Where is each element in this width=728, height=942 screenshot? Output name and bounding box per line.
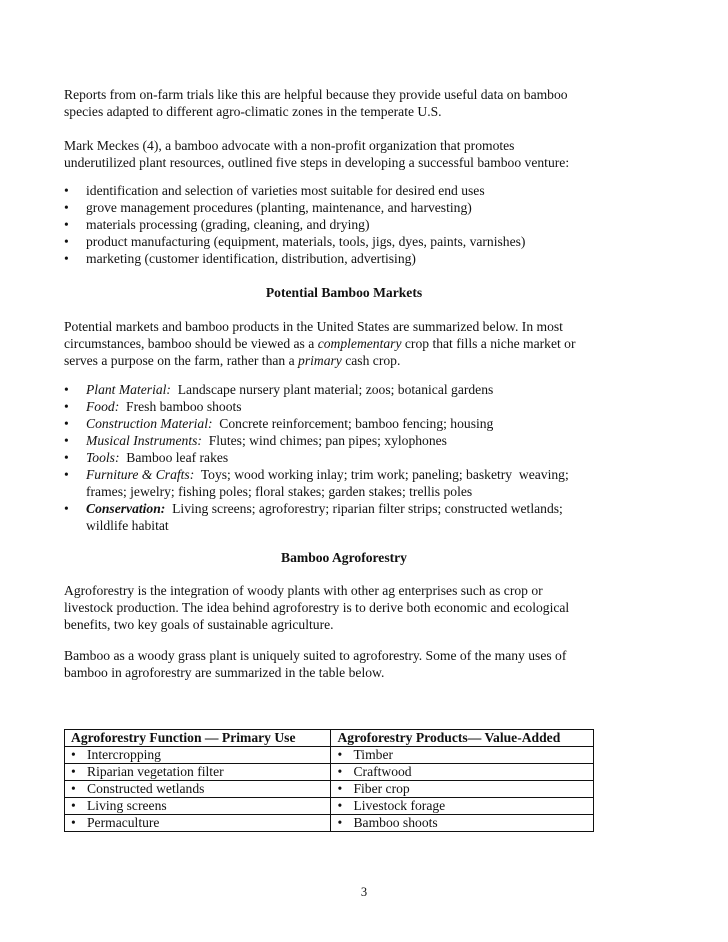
table-header-row	[65, 730, 594, 747]
bullet-icon: •	[71, 798, 76, 813]
table-row	[65, 815, 594, 832]
intro-line: species adapted to different agro-climatic zones in the temperate U.S.	[64, 104, 442, 119]
bullet-icon: •	[337, 815, 343, 830]
agroforestry-paragraph: Agroforestry is the integration of woody plants with other ag enterprises such as crop or livestock production. The idea behind agroforestry is to derive both economic and ecological benefits, two key goals of sustainable agriculture.	[64, 583, 570, 632]
bullet-icon: •	[71, 747, 76, 762]
market-label: Conservation:	[86, 501, 166, 516]
column-header: Agroforestry Function — Primary Use	[65, 730, 331, 747]
bullet-icon: •	[337, 747, 343, 762]
bullet-icon: •	[71, 815, 76, 830]
table-cell: • Bamboo shoots	[331, 815, 594, 832]
list-item: • materials processing (grading, cleaning, and drying)	[64, 217, 370, 232]
table-cell: • Constructed wetlands	[65, 781, 331, 798]
page-number: 3	[360, 885, 368, 899]
table-row	[65, 781, 594, 798]
table-cell: • Living screens	[65, 798, 331, 815]
bullet-icon: •	[337, 764, 343, 779]
list-item: • Plant Material: Landscape nursery plant material; zoos; botanical gardens	[64, 382, 494, 397]
table-cell: • Permaculture	[65, 815, 331, 832]
table-cell: • Riparian vegetation filter	[65, 764, 331, 781]
section-heading-agroforestry: Bamboo Agroforestry	[281, 550, 407, 565]
agroforestry-uses-paragraph: Bamboo as a woody grass plant is uniquely suited to agroforestry. Some of the many uses of bamboo in agroforestry are summarized in the table below.	[64, 648, 567, 680]
bullet-icon: •	[71, 781, 76, 796]
column-header: Agroforestry Products— Value-Added	[331, 730, 594, 747]
market-label: Construction Material:	[86, 416, 213, 431]
table-row	[65, 764, 594, 781]
markets-list	[64, 381, 624, 534]
table-cell: • Intercropping	[65, 747, 331, 764]
table-row	[65, 747, 594, 764]
list-item: • Food: Fresh bamboo shoots	[64, 399, 242, 414]
meckes-paragraph	[64, 137, 624, 171]
bullet-icon: •	[64, 433, 69, 448]
meckes-line: Mark Meckes (4), a bamboo advocate with a non-profit organization that promotes	[64, 138, 515, 153]
intro-line: Reports from on-farm trials like this are helpful because they provide useful data on bamboo	[64, 87, 568, 102]
table-cell: • Timber	[331, 747, 594, 764]
section-heading-markets: Potential Bamboo Markets	[265, 285, 423, 300]
bullet-icon: •	[64, 467, 69, 482]
bullet-icon: •	[64, 217, 69, 232]
market-label: Musical Instruments:	[86, 433, 202, 448]
bullet-icon: •	[64, 399, 69, 414]
table-cell: • Fiber crop	[331, 781, 594, 798]
bullet-icon: •	[64, 183, 69, 198]
list-item: • Furniture & Crafts: Toys; wood working inlay; trim work; paneling; basketry weaving; frames; jewelry; fishing poles; floral stakes; garden stakes; trellis poles	[64, 467, 569, 499]
bullet-icon: •	[64, 501, 69, 516]
list-item: • marketing (customer identification, distribution, advertising)	[64, 251, 416, 266]
meckes-line: underutilized plant resources, outlined five steps in developing a successful bamboo venture:	[64, 155, 570, 170]
list-item: • Tools: Bamboo leaf rakes	[64, 450, 229, 465]
agroforestry-table	[64, 729, 594, 832]
bullet-icon: •	[64, 251, 69, 266]
market-label: Plant Material:	[86, 382, 171, 397]
list-item: • grove management procedures (planting, maintenance, and harvesting)	[64, 200, 472, 215]
intro-paragraph	[64, 86, 624, 120]
table-cell: • Livestock forage	[331, 798, 594, 815]
market-continuation: wildlife habitat	[86, 518, 169, 533]
list-item: • Musical Instruments: Flutes; wind chimes; pan pipes; xylophones	[64, 433, 447, 448]
bullet-icon: •	[337, 781, 343, 796]
bullet-icon: •	[64, 416, 69, 431]
table-row	[65, 798, 594, 815]
emphasis-complementary: complementary	[317, 336, 402, 351]
list-item: • Construction Material: Concrete reinforcement; bamboo fencing; housing	[64, 416, 494, 431]
list-item: • product manufacturing (equipment, materials, tools, jigs, dyes, paints, varnishes)	[64, 234, 526, 249]
venture-steps-list	[64, 182, 624, 267]
list-item: • Conservation: Living screens; agroforestry; riparian filter strips; constructed wetlands; wildlife habitat	[64, 501, 563, 533]
market-continuation: frames; jewelry; fishing poles; floral stakes; garden stakes; trellis poles	[86, 484, 473, 499]
bullet-icon: •	[71, 764, 76, 779]
bullet-icon: •	[64, 382, 69, 397]
bullet-icon: •	[64, 450, 69, 465]
market-label: Food:	[86, 399, 120, 414]
market-label: Furniture & Crafts:	[86, 467, 195, 482]
bullet-icon: •	[64, 200, 69, 215]
table-cell: • Craftwood	[331, 764, 594, 781]
market-label: Tools:	[86, 450, 120, 465]
bullet-icon: •	[337, 798, 343, 813]
list-item: • identification and selection of varieties most suitable for desired end uses	[64, 183, 485, 198]
markets-paragraph: Potential markets and bamboo products in the United States are summarized below. In most circumstances, bamboo should be viewed as a complementary crop that fills a niche market or serves a purpose on the farm, rather than a primary cash crop.	[64, 319, 576, 368]
bullet-icon: •	[64, 234, 69, 249]
emphasis-primary: primary	[298, 353, 342, 368]
